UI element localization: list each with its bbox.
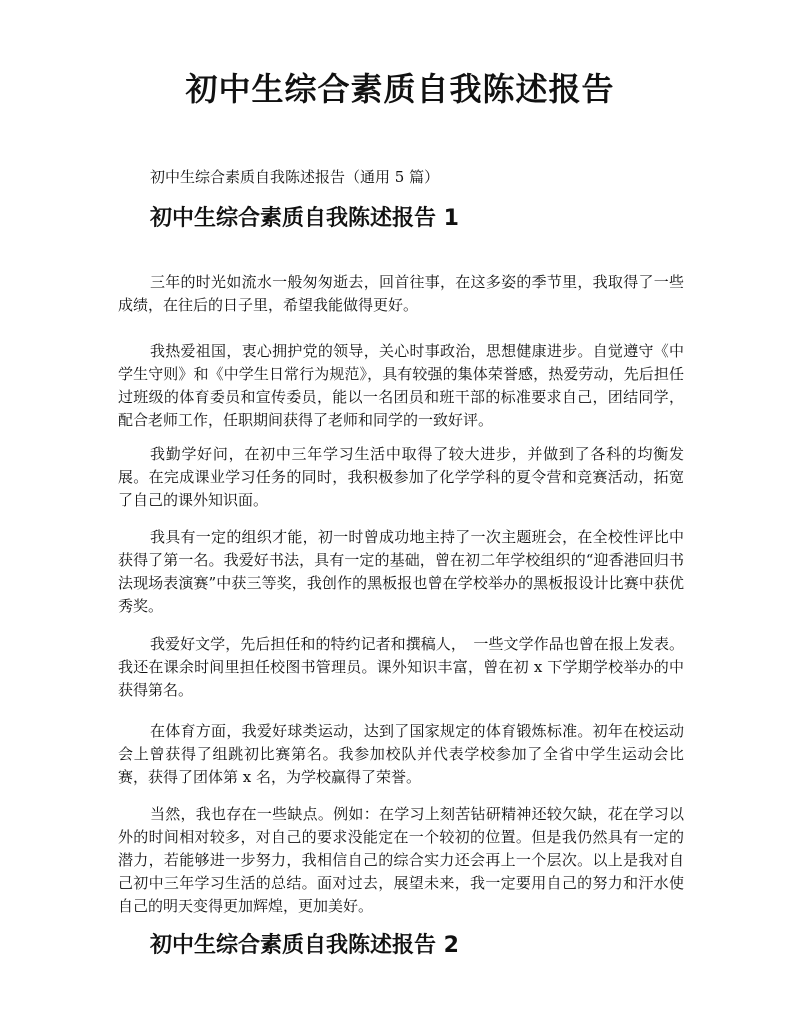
paragraph: 我具有一定的组织才能，初一时曾成功地主持了一次主题班会，在全校性评比中获得了第一名。我爱好书法，具有一定的基础，曾在初二年学校组织的“迎香港回归书法现场表演赛”中获三等奖，我创作的黑板报也曾在学校举办的黑板报设计比赛中获优秀奖。 — [118, 528, 684, 615]
paragraph: 三年的时光如流水一般匆匆逝去，回首往事，在这多姿的季节里，我取得了一些成绩，在往后的日子里，希望我能做得更好。 — [118, 273, 684, 314]
paragraph: 在体育方面，我爱好球类运动，达到了国家规定的体育锻炼标准。初年在校运动会上曾获得了组跳初比赛第名。我参加校队并代表学校参加了全省中学生运动会比赛，获得了团体第 x 名，为学校赢得了荣誉。 — [118, 722, 684, 786]
document-title: 初中生综合素质自我陈述报告 — [185, 70, 615, 108]
paragraph: 我热爱祖国，衷心拥护党的领导，关心时事政治，思想健康进步。自觉遵守《中学生守则》和《中学生日常行为规范》，具有较强的集体荣誉感，热爱劳动，先后担任过班级的体育委员和宣传委员，能以一名团员和班干部的标准要求自己，团结同学，配合老师工作，任职期间获得了老师和同学的一致好评。 — [118, 342, 684, 429]
paragraph: 当然，我也存在一些缺点。例如：在学习上刻苦钻研精神还较欠缺，花在学习以外的时间相对较多，对自己的要求没能定在一个较初的位置。但是我仍然具有一定的潜力，若能够进一步努力，我相信自己的综合实力还会再上一个层次。以上是我对自己初中三年学习生活的总结。面对过去，展望未来，我一定要用自己的努力和汗水使自己的明天变得更加辉煌，更加美好。 — [118, 805, 684, 915]
paragraph: 我勤学好问，在初中三年学习生活中取得了较大进步，并做到了各科的均衡发展。在完成课业学习任务的同时，我积极参加了化学学科的夏令营和竞赛活动，拓宽了自己的课外知识面。 — [118, 445, 684, 509]
document-subtitle: 初中生综合素质自我陈述报告（通用 5 篇） — [150, 168, 440, 186]
section-heading-1: 初中生综合素质自我陈述报告 1 — [150, 206, 459, 231]
section-heading-2: 初中生综合素质自我陈述报告 2 — [150, 933, 459, 958]
paragraph: 我爱好文学，先后担任和的特约记者和撰稿人， 一些文学作品也曾在报上发表。我还在课余时间里担任校图书管理员。课外知识丰富，曾在初 x 下学期学校举办的中获得第名。 — [118, 635, 684, 699]
